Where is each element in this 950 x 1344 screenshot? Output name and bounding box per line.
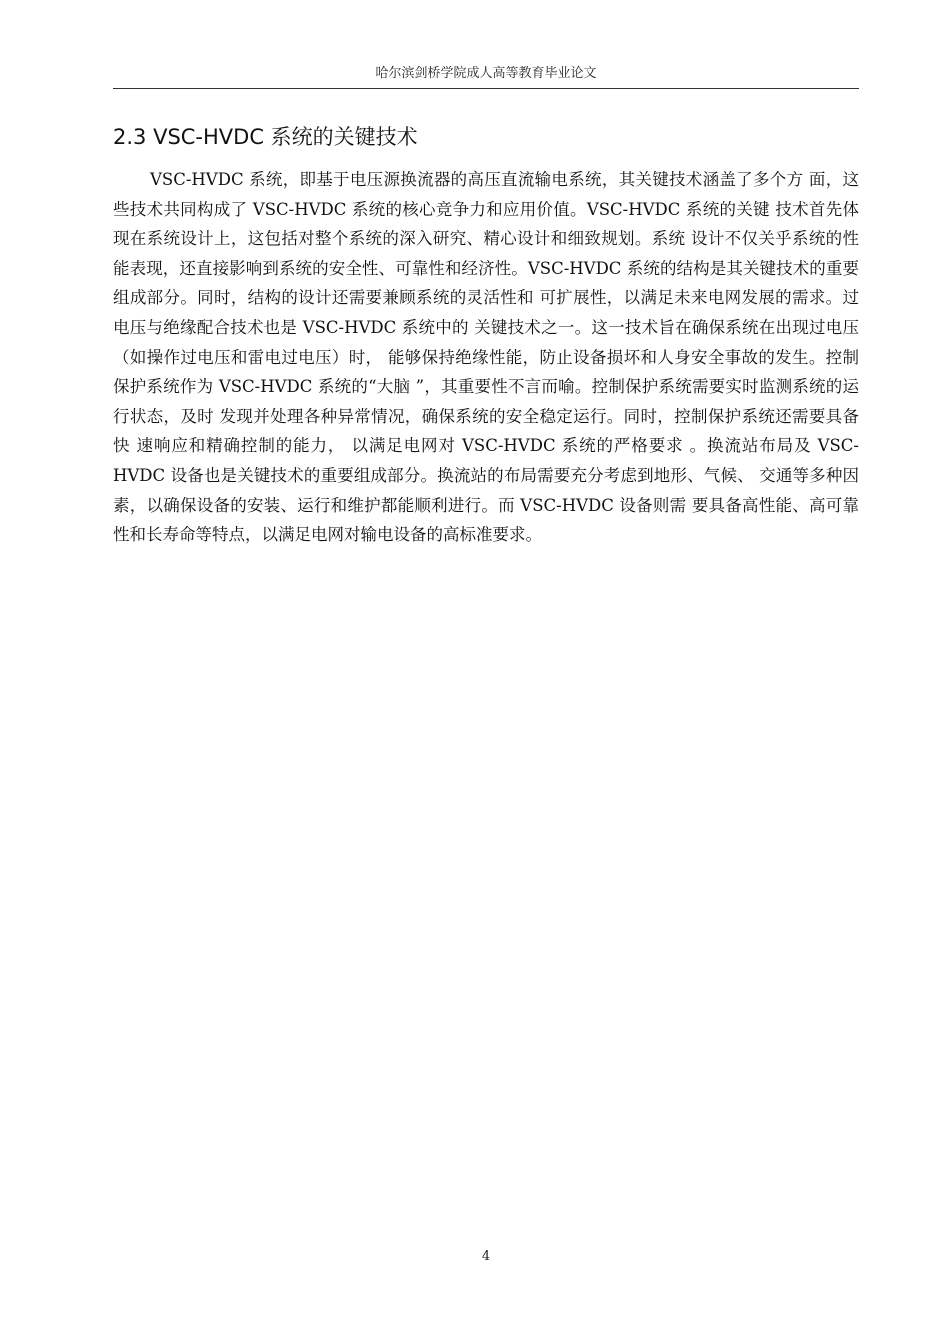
body-paragraph: VSC-HVDC 系统，即基于电压源换流器的高压直流输电系统，其关键技术涵盖了多个方 面，这些技术共同构成了 VSC-HVDC 系统的核心竞争力和应用价值。VSC-HVDC 系统的关键 技术首先体现在系统设计上，这包括对整个系统的深入研究、精心设计和细致规划。系统 设计不仅关乎系统的性能表现，还直接影响到系统的安全性、可靠性和经济性。VSC-HVDC 系统的结构是其关键技术的重要组成部分。同时，结构的设计还需要兼顾系统的灵活性和 可扩展性，以满足未来电网发展的需求。过电压与绝缘配合技术也是 VSC-HVDC 系统中的 关键技术之一。这一技术旨在确保系统在出现过电压（如操作过电压和雷电过电压）时， 能够保持绝缘性能，防止设备损坏和人身安全事故的发生。控制保护系统作为 VSC-HVDC 系统的“大脑 ”，其重要性不言而喻。控制保护系统需要实时监测系统的运行状态，及时 发现并处理各种异常情况，确保系统的安全稳定运行。同时，控制保护系统还需要具备快 速响应和精确控制的能力， 以满足电网对 VSC-HVDC 系统的严格要求 。换流站布局及 VSC-HVDC 设备也是关键技术的重要组成部分。换流站的布局需要充分考虑到地形、气候、 交通等多种因素，以确保设备的安装、运行和维护都能顺利进行。而 VSC-HVDC 设备则需 要具备高性能、高可靠性和长寿命等特点，以满足电网对输电设备的高标准要求。	[113, 170, 859, 545]
header-divider	[113, 88, 859, 89]
section-heading: 2.3 VSC-HVDC 系统的关键技术	[113, 125, 418, 149]
page-number: 4	[481, 1249, 491, 1264]
running-header: 哈尔滨剑桥学院成人高等教育毕业论文	[375, 66, 597, 81]
